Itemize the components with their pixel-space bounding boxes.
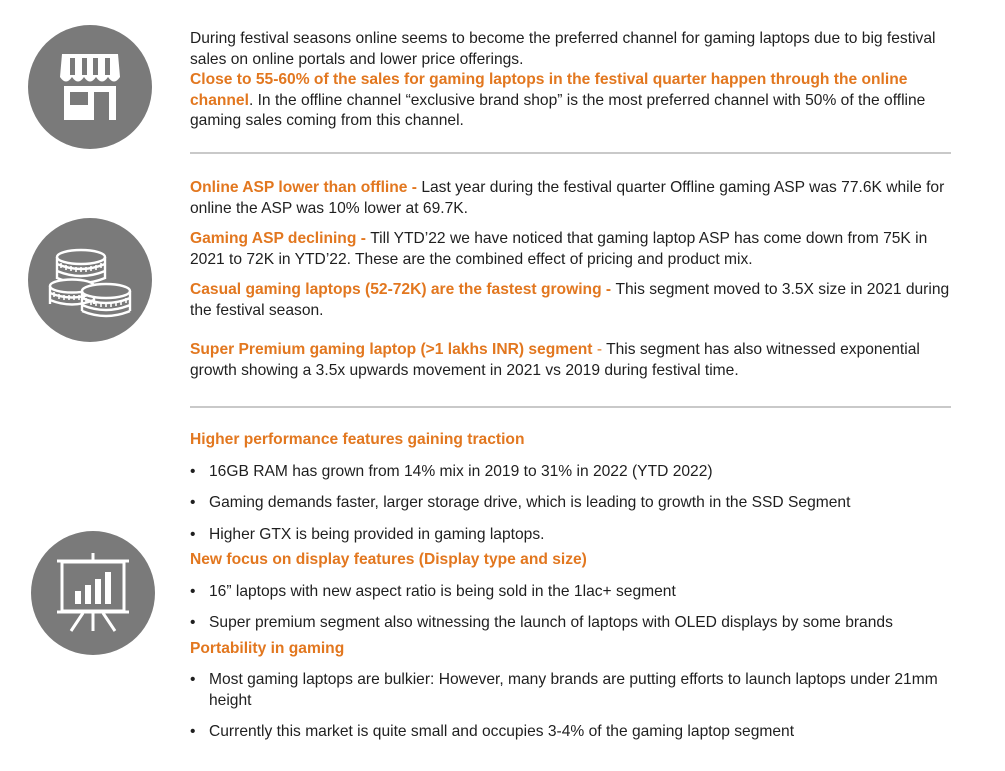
list-item-text: Gaming demands faster, larger storage drive, which is leading to growth in the SSD Segment [209, 494, 851, 511]
bullet: • [190, 723, 196, 740]
feature-list [190, 582, 965, 634]
bullet: • [190, 614, 196, 631]
storefront-icon [28, 25, 152, 149]
section-asp [190, 178, 965, 381]
list-item [190, 582, 965, 603]
asp-item-dash: - [596, 341, 607, 358]
feature-heading: Higher performance features gaining traction [190, 431, 525, 448]
list-item-text: Most gaming laptops are bulkier: However, many brands are putting efforts to launch laptops under 21mm height [209, 671, 938, 709]
channel-rest: . In the offline channel “exclusive brand shop” is the most preferred channel with 50% of the offline gaming sales coming from this channel. [190, 91, 926, 129]
asp-item-heading: Super Premium gaming laptop (>1 lakhs INR) segment [190, 341, 597, 358]
asp-item [190, 229, 965, 270]
section-features [190, 430, 965, 743]
bullet: • [190, 494, 196, 511]
feature-list [190, 462, 965, 546]
asp-item-text: Last year during the festival quarter Offline gaming ASP was 77.6K while for online the ASP was 10% lower at 69.7K. [190, 179, 945, 217]
presentation-chart-icon [31, 531, 155, 655]
channel-highlight: Close to 55-60% of the sales for gaming laptops in the festival quarter happen through the online channel [190, 71, 908, 109]
channel-intro: During festival seasons online seems to become the preferred channel for gaming laptops due to big festival sales on online portals and lower price offerings. [190, 30, 936, 68]
asp-item-heading: Online ASP lower than offline - [190, 179, 422, 196]
asp-item [190, 340, 965, 381]
asp-item-text: Till YTD’22 we have noticed that gaming laptop ASP has come down from 75K in 2021 to 72K in YTD’22. These are the combined effect of pricing and product mix. [190, 230, 928, 268]
asp-item [190, 178, 965, 219]
asp-item-heading: Casual gaming laptops (52-72K) are the fastest growing - [190, 281, 616, 298]
list-item-text: Currently this market is quite small and occupies 3-4% of the gaming laptop segment [209, 723, 795, 740]
list-item [190, 670, 965, 711]
asp-item-text: This segment moved to 3.5X size in 2021 during the festival season. [190, 281, 950, 319]
feature-heading: Portability in gaming [190, 639, 345, 657]
coins-icon [28, 218, 152, 342]
list-item [190, 613, 965, 634]
section-channel [190, 29, 965, 132]
bullet: • [190, 582, 196, 600]
list-item [190, 525, 965, 546]
bullet: • [190, 671, 196, 688]
channel-paragraph [190, 29, 965, 132]
list-item-text: Higher GTX is being provided in gaming laptops. [209, 525, 545, 543]
bullet: • [190, 525, 196, 543]
asp-item [190, 280, 965, 321]
feature-list [190, 670, 965, 743]
list-item [190, 493, 965, 514]
bullet: • [190, 462, 196, 480]
divider [190, 406, 951, 408]
list-item-text: Super premium segment also witnessing the launch of laptops with OLED displays by some brands [209, 614, 893, 631]
list-item-text: 16GB RAM has grown from 14% mix in 2019 to 31% in 2022 (YTD 2022) [209, 462, 713, 480]
list-item [190, 462, 965, 483]
divider [190, 152, 951, 154]
asp-item-text: This segment has also witnessed exponential growth showing a 3.5x upwards movement in 2021 vs 2019 during festival time. [190, 341, 920, 379]
list-item-text: 16” laptops with new aspect ratio is being sold in the 1lac+ segment [209, 582, 676, 600]
asp-item-heading: Gaming ASP declining - [190, 230, 371, 247]
list-item [190, 722, 965, 743]
feature-heading: New focus on display features (Display type and size) [190, 551, 587, 568]
